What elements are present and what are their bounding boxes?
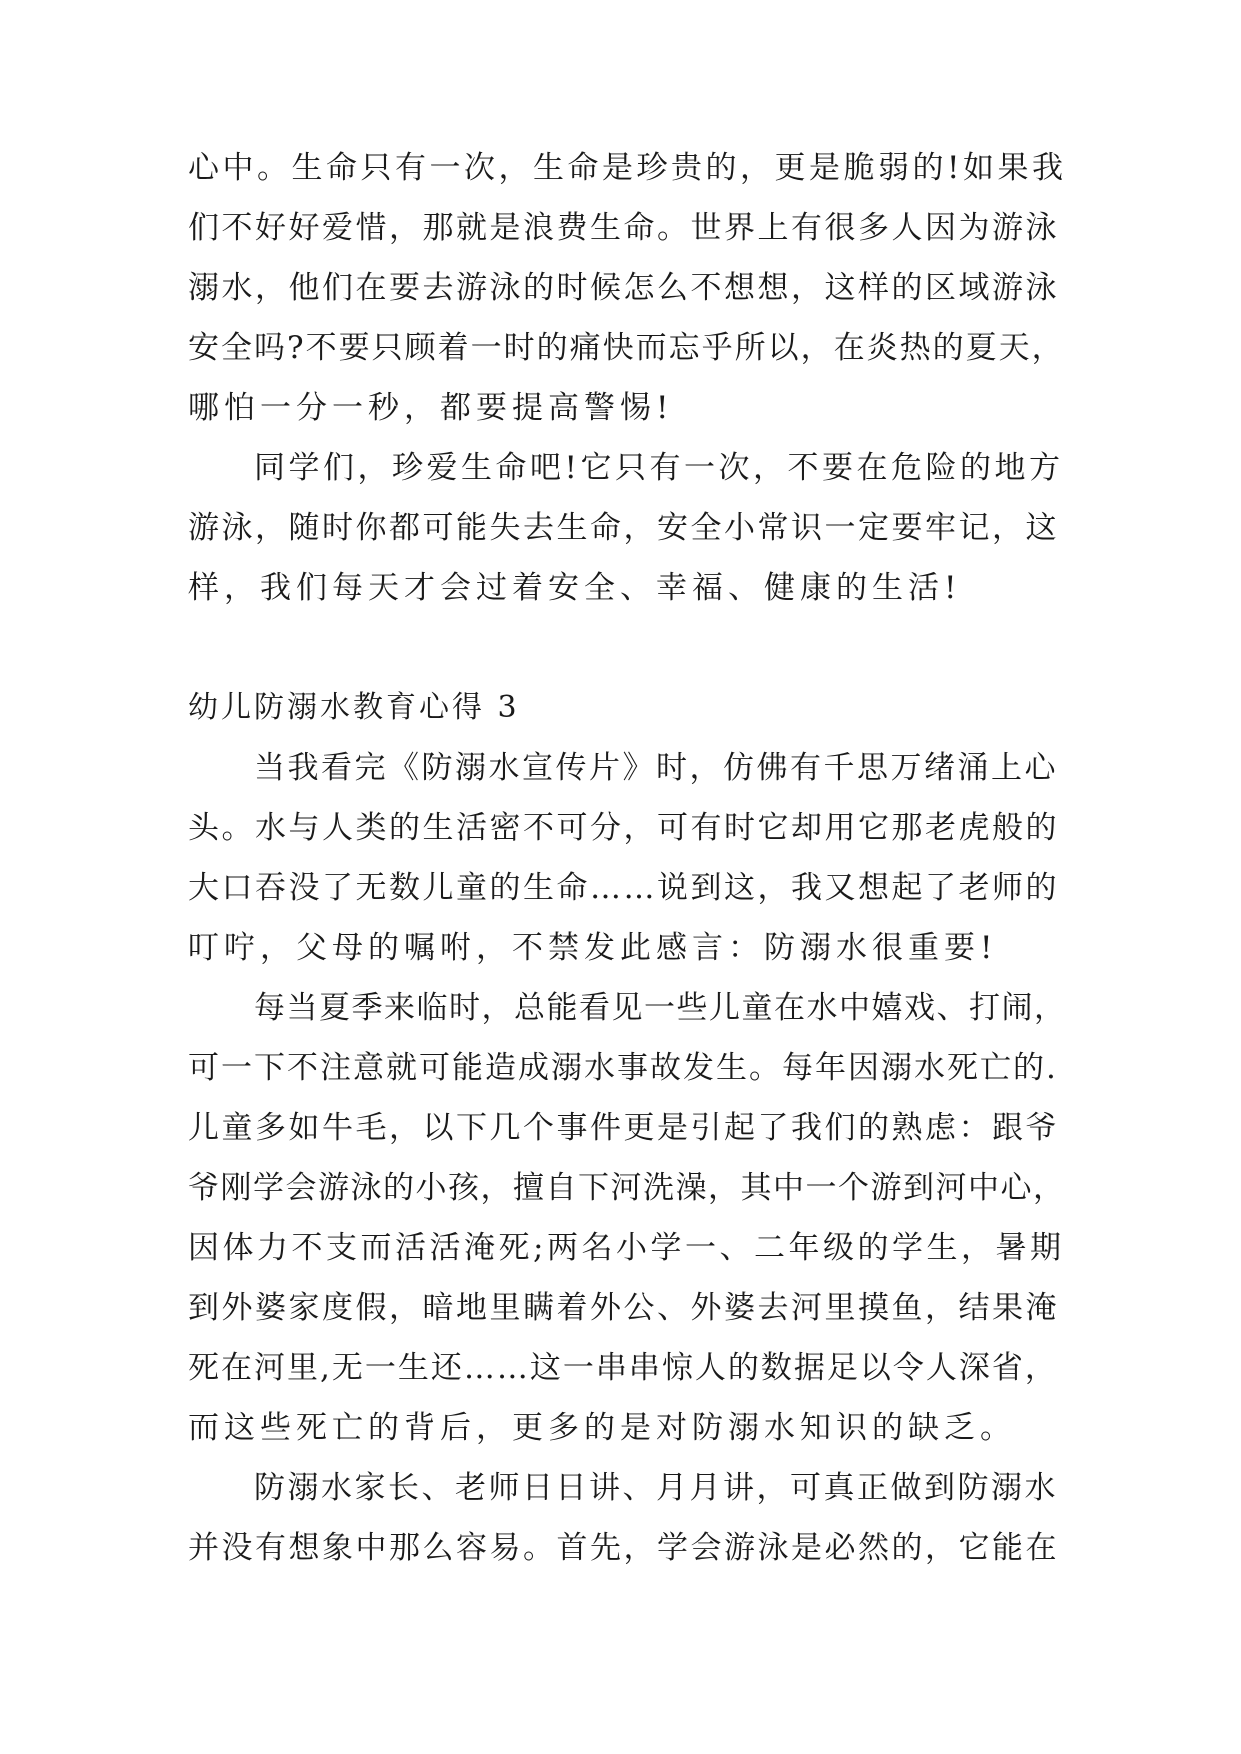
text-line: 心中。生命只有一次，生命是珍贵的，更是脆弱的!如果我 bbox=[188, 150, 1067, 186]
paragraph bbox=[188, 438, 1068, 618]
text-line: 并没有想象中那么容易。首先，学会游泳是必然的，它能在 bbox=[188, 1530, 1059, 1566]
text-line: 溺水，他们在要去游泳的时候怎么不想想，这样的区域游泳 bbox=[188, 270, 1059, 306]
text-line: 们不好好爱惜，那就是浪费生命。世界上有很多人因为游泳 bbox=[188, 210, 1059, 246]
text-line: 爷刚学会游泳的小孩，擅自下河洗澡，其中一个游到河中心， bbox=[188, 1170, 1066, 1206]
text-line: 儿童多如牛毛，以下几个事件更是引起了我们的熟虑：跟爷 bbox=[188, 1110, 1059, 1146]
text-line: 样，我们每天才会过着安全、幸福、健康的生活! bbox=[188, 570, 962, 606]
text-line: 哪怕一分一秒，都要提高警惕! bbox=[188, 390, 674, 426]
text-line: 游泳，随时你都可能失去生命，安全小常识一定要牢记，这 bbox=[188, 510, 1059, 546]
text-line: 头。水与人类的生活密不可分，可有时它却用它那老虎般的 bbox=[188, 810, 1059, 846]
text-line: 死在河里,无一生还……这一串串惊人的数据足以令人深省， bbox=[188, 1350, 1058, 1386]
text-line: 而这些死亡的背后，更多的是对防溺水知识的缺乏。 bbox=[188, 1410, 1016, 1446]
text-line: 防溺水家长、老师日日讲、月月讲，可真正做到防溺水 bbox=[254, 1470, 1058, 1506]
text-line: 每当夏季来临时，总能看见一些儿童在水中嬉戏、打闹， bbox=[254, 990, 1067, 1026]
text-line: 大口吞没了无数儿童的生命……说到这，我又想起了老师的 bbox=[188, 870, 1059, 906]
text-line: 因体力不支而活活淹死;两名小学一、二年级的学生，暑期 bbox=[188, 1230, 1065, 1266]
paragraph bbox=[188, 978, 1068, 1458]
paragraph bbox=[188, 138, 1068, 438]
paragraph bbox=[188, 738, 1068, 978]
text-line: 可一下不注意就可能造成溺水事故发生。每年因溺水死亡的. bbox=[188, 1050, 1058, 1086]
text-line: 安全吗?不要只顾着一时的痛快而忘乎所以，在炎热的夏天， bbox=[188, 330, 1065, 366]
document-body bbox=[188, 138, 1068, 1578]
text-line: 同学们，珍爱生命吧!它只有一次，不要在危险的地方 bbox=[254, 450, 1064, 486]
section-spacer bbox=[188, 618, 1068, 678]
section-heading: 幼儿防溺水教育心得 3 bbox=[188, 690, 520, 725]
paragraph bbox=[188, 1458, 1068, 1578]
text-line: 当我看完《防溺水宣传片》时，仿佛有千思万绪涌上心 bbox=[254, 750, 1058, 786]
text-line: 到外婆家度假，暗地里瞒着外公、外婆去河里摸鱼，结果淹 bbox=[188, 1290, 1059, 1326]
text-line: 叮咛，父母的嘱咐，不禁发此感言：防溺水很重要! bbox=[188, 930, 998, 966]
